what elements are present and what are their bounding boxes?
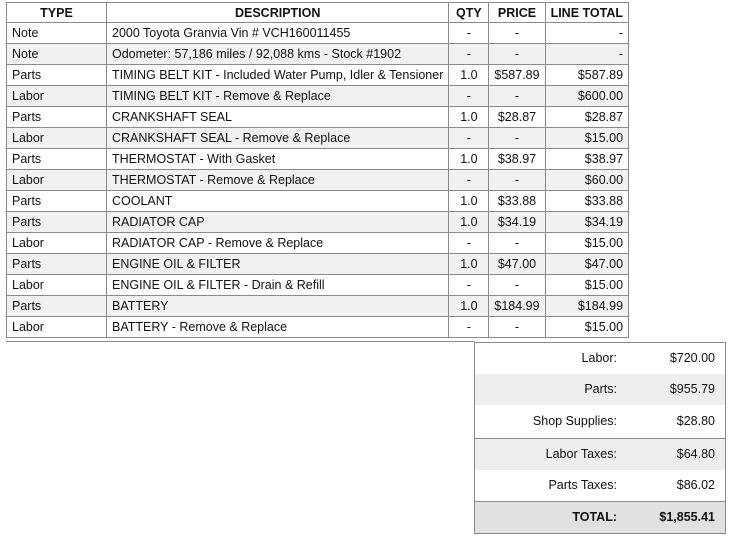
- row-type-cell: Labor: [7, 170, 107, 191]
- row-qty-cell: -: [449, 233, 489, 254]
- row-total-cell: -: [545, 44, 628, 65]
- row-type-cell: Parts: [7, 191, 107, 212]
- summary-shop-supplies-value: $28.80: [676, 414, 715, 428]
- row-total-cell: $47.00: [545, 254, 628, 275]
- description-header: DESCRIPTION: [107, 3, 449, 23]
- row-total-cell: $15.00: [545, 317, 628, 338]
- row-price-cell: $184.99: [489, 296, 545, 317]
- row-qty-cell: -: [449, 317, 489, 338]
- summary-parts-value: $955.79: [669, 382, 715, 396]
- table-row: [7, 191, 629, 212]
- row-description-cell: ENGINE OIL & FILTER: [107, 254, 449, 275]
- row-price-cell: $47.00: [489, 254, 545, 275]
- row-total-cell: $34.19: [545, 212, 628, 233]
- row-type-cell: Labor: [7, 275, 107, 296]
- summary-parts-taxes-label: Parts Taxes:: [548, 478, 617, 492]
- row-description-cell: BATTERY: [107, 296, 449, 317]
- row-description-cell: RADIATOR CAP - Remove & Replace: [107, 233, 449, 254]
- summary-total-value: $1,855.41: [659, 510, 715, 524]
- summary-labor-taxes-value: $64.80: [676, 447, 715, 461]
- totals-summary: [474, 342, 726, 534]
- row-total-cell: $33.88: [545, 191, 628, 212]
- row-type-cell: Parts: [7, 212, 107, 233]
- table-row: [7, 212, 629, 233]
- row-type-cell: Parts: [7, 65, 107, 86]
- summary-parts-taxes-row: [475, 470, 725, 501]
- line-items-table: [6, 2, 629, 338]
- row-description-cell: ENGINE OIL & FILTER - Drain & Refill: [107, 275, 449, 296]
- row-type-cell: Labor: [7, 86, 107, 107]
- row-qty-cell: 1.0: [449, 107, 489, 128]
- row-total-cell: $38.97: [545, 149, 628, 170]
- table-row: [7, 86, 629, 107]
- row-qty-cell: -: [449, 275, 489, 296]
- row-total-cell: $60.00: [545, 170, 628, 191]
- row-price-cell: $33.88: [489, 191, 545, 212]
- table-row: [7, 44, 629, 65]
- row-price-cell: -: [489, 44, 545, 65]
- row-description-cell: THERMOSTAT - With Gasket: [107, 149, 449, 170]
- row-type-cell: Parts: [7, 296, 107, 317]
- row-description-cell: BATTERY - Remove & Replace: [107, 317, 449, 338]
- row-description-cell: 2000 Toyota Granvia Vin # VCH160011455: [107, 23, 449, 44]
- table-row: [7, 317, 629, 338]
- row-price-cell: $28.87: [489, 107, 545, 128]
- row-description-cell: THERMOSTAT - Remove & Replace: [107, 170, 449, 191]
- row-qty-cell: 1.0: [449, 254, 489, 275]
- summary-total-label: TOTAL:: [572, 510, 617, 524]
- row-type-cell: Labor: [7, 128, 107, 149]
- summary-shop-supplies-row: [475, 406, 725, 437]
- row-type-cell: Parts: [7, 149, 107, 170]
- type-header: TYPE: [7, 3, 107, 23]
- row-qty-cell: -: [449, 23, 489, 44]
- table-row: [7, 149, 629, 170]
- row-qty-cell: 1.0: [449, 65, 489, 86]
- row-qty-cell: -: [449, 86, 489, 107]
- row-type-cell: Parts: [7, 107, 107, 128]
- row-price-cell: -: [489, 275, 545, 296]
- row-type-cell: Labor: [7, 233, 107, 254]
- row-price-cell: -: [489, 86, 545, 107]
- table-row: [7, 233, 629, 254]
- row-price-cell: $38.97: [489, 149, 545, 170]
- table-header-row: [7, 3, 629, 23]
- row-qty-cell: 1.0: [449, 191, 489, 212]
- summary-shop-supplies-label: Shop Supplies:: [532, 414, 617, 428]
- summary-parts-taxes-value: $86.02: [676, 478, 715, 492]
- row-total-cell: $587.89: [545, 65, 628, 86]
- table-bottom-rule: [6, 341, 474, 342]
- row-type-cell: Note: [7, 44, 107, 65]
- row-price-cell: -: [489, 317, 545, 338]
- row-qty-cell: -: [449, 170, 489, 191]
- row-total-cell: $15.00: [545, 233, 628, 254]
- qty-header: QTY: [449, 3, 489, 23]
- row-qty-cell: 1.0: [449, 149, 489, 170]
- table-row: [7, 170, 629, 191]
- table-row: [7, 23, 629, 44]
- table-row: [7, 65, 629, 86]
- table-row: [7, 275, 629, 296]
- row-total-cell: $15.00: [545, 128, 628, 149]
- row-price-cell: $587.89: [489, 65, 545, 86]
- row-type-cell: Note: [7, 23, 107, 44]
- row-type-cell: Parts: [7, 254, 107, 275]
- table-row: [7, 128, 629, 149]
- summary-parts-row: [475, 374, 725, 405]
- table-row: [7, 254, 629, 275]
- row-description-cell: CRANKSHAFT SEAL: [107, 107, 449, 128]
- table-row: [7, 296, 629, 317]
- row-type-cell: Labor: [7, 317, 107, 338]
- row-price-cell: -: [489, 23, 545, 44]
- summary-labor-row: [475, 343, 725, 374]
- row-description-cell: RADIATOR CAP: [107, 212, 449, 233]
- row-qty-cell: 1.0: [449, 296, 489, 317]
- row-description-cell: COOLANT: [107, 191, 449, 212]
- row-total-cell: $28.87: [545, 107, 628, 128]
- row-total-cell: $184.99: [545, 296, 628, 317]
- summary-labor-taxes-label: Labor Taxes:: [545, 447, 617, 461]
- price-header: PRICE: [489, 3, 545, 23]
- row-price-cell: $34.19: [489, 212, 545, 233]
- row-price-cell: -: [489, 170, 545, 191]
- table-row: [7, 107, 629, 128]
- row-total-cell: -: [545, 23, 628, 44]
- row-description-cell: CRANKSHAFT SEAL - Remove & Replace: [107, 128, 449, 149]
- summary-labor-taxes-row: [475, 439, 725, 470]
- row-description-cell: TIMING BELT KIT - Included Water Pump, Idler & Tensioner: [107, 65, 449, 86]
- row-description-cell: TIMING BELT KIT - Remove & Replace: [107, 86, 449, 107]
- summary-parts-label: Parts:: [584, 382, 617, 396]
- row-total-cell: $15.00: [545, 275, 628, 296]
- row-qty-cell: -: [449, 44, 489, 65]
- row-description-cell: Odometer: 57,186 miles / 92,088 kms - Stock #1902: [107, 44, 449, 65]
- row-price-cell: -: [489, 233, 545, 254]
- row-total-cell: $600.00: [545, 86, 628, 107]
- row-qty-cell: 1.0: [449, 212, 489, 233]
- line-total-header: LINE TOTAL: [545, 3, 628, 23]
- summary-labor-label: Labor:: [581, 351, 617, 365]
- row-price-cell: -: [489, 128, 545, 149]
- row-qty-cell: -: [449, 128, 489, 149]
- summary-labor-value: $720.00: [669, 351, 715, 365]
- summary-total-row: [475, 502, 725, 533]
